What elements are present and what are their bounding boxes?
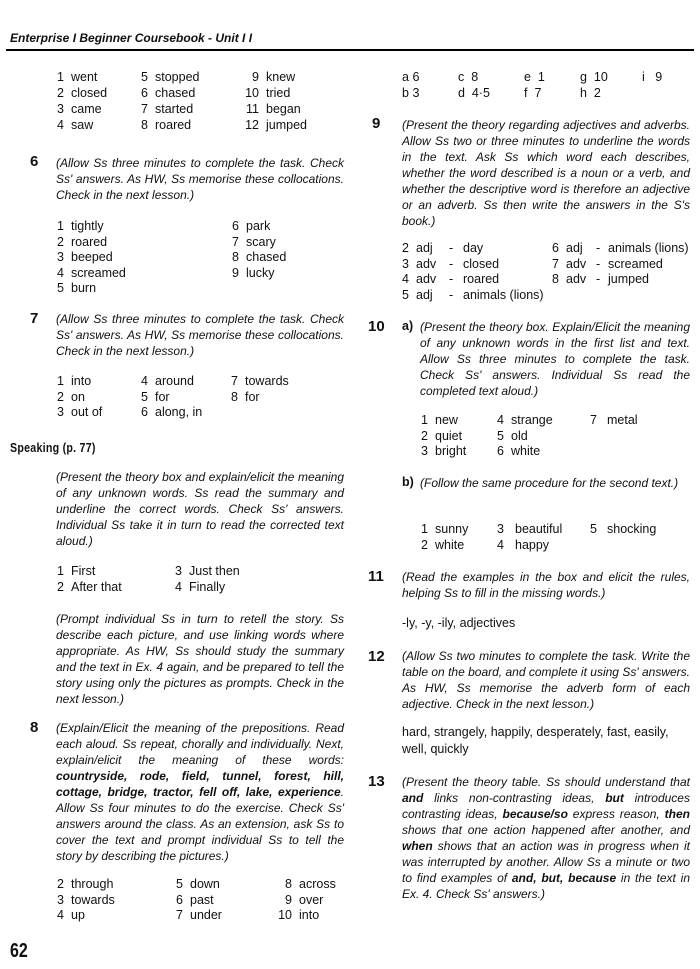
list-item: 3 adv - closed xyxy=(402,256,500,271)
list-item: 2 adj - day xyxy=(402,241,484,255)
exercise-10b-instructions: (Follow the same procedure for the second text.) xyxy=(420,476,679,490)
list-item: 1 tightly xyxy=(57,219,104,233)
grid-item: c 8 xyxy=(458,70,479,84)
exercise-12-instructions: (Allow Ss two minutes to complete the task. Write the table on the board, and complete it using Ss' answers. As HW, Ss memorise the adverb form of each adjective. Check in the next lesson.) xyxy=(402,649,690,711)
part-a-label: a) xyxy=(402,319,414,333)
list-item: 8 roared xyxy=(141,118,192,132)
exercise-11-instructions: (Read the examples in the box and elicit the rules, helping Ss to fill in the missing words.) xyxy=(402,570,690,600)
list-item: 6 adj - animals (lions) xyxy=(552,241,689,255)
list-item: 6 chased xyxy=(141,86,196,100)
list-item: 1 into xyxy=(57,374,92,388)
exercise-12-answer: hard, strangely, happily, desperately, fast, easily, well, quickly xyxy=(402,725,669,756)
list-item: 1 First xyxy=(57,564,96,578)
list-item: 2 white xyxy=(421,537,465,552)
list-item: 3 beeped xyxy=(57,250,113,265)
exercise-9-instructions: (Present the theory regarding adjectives and adverbs. Allow Ss two or three minutes to underline the words in the text. Ask Ss which word each describes, whether the word described is a noun or a verb, and whether the descriptive word is therefore an adjective or an adverb. Ss then write the answers in the S's book.) xyxy=(402,118,690,228)
section-heading-speaking: Speaking (p. 77) xyxy=(10,440,96,455)
list-item: 5 burn xyxy=(57,281,97,296)
exercise-number: 9 xyxy=(372,115,381,132)
page-number: 62 xyxy=(10,940,28,962)
list-item: 8 chased xyxy=(232,250,287,265)
exercise-number: 6 xyxy=(30,153,39,170)
exercise-11-answer: -ly, -y, -ily, adjectives xyxy=(402,616,516,630)
list-item: 5 shocking xyxy=(590,522,657,536)
exercise-8-instructions: (Explain/Elicit the meaning of the prepositions. Read each aloud. Ss repeat, chorally and individually. Next, explain/elicit the meaning of these words: countryside, rode, field, tunnel, forest, hill, cottage, bridge, tractor, fell off, lake, experience. Allow Ss four minutes to do the exercise. Check Ss' answers around the class. As an extension, ask Ss to cover the text and prompt individual Ss to tell the story by describing the pictures.) xyxy=(56,721,344,863)
speaking-retell-instructions: (Prompt individual Ss in turn to retell the story. Ss describe each picture, and use linking words where appropriate. As HW, Ss should study the summary and the text in Ex. 4 again, and be prepared to tell the story using only the pictures as prompts. Check in the next lesson.) xyxy=(56,612,344,706)
exercise-7-instructions: (Allow Ss three minutes to complete the task. Check Ss' answers. As HW, Ss memorise these collocations. Check in the next lesson.) xyxy=(56,312,344,358)
grid-item: f 7 xyxy=(524,86,542,100)
list-item: 2 through xyxy=(57,877,114,891)
list-item: 7 adv - screamed xyxy=(552,256,663,271)
list-item: 9 over xyxy=(285,892,324,907)
list-item: 4 up xyxy=(57,908,85,923)
list-item: 5 down xyxy=(176,877,220,891)
list-item: 4 happy xyxy=(497,537,550,552)
list-item: 10 into xyxy=(278,908,320,923)
exercise-number: 7 xyxy=(30,310,39,327)
list-item: 9 knew xyxy=(252,70,296,84)
list-item: 7 under xyxy=(176,908,222,923)
list-item: 4 Finally xyxy=(175,579,226,594)
list-item: 3 towards xyxy=(57,892,115,907)
list-item: 7 metal xyxy=(590,413,638,427)
grid-item: a 6 xyxy=(402,70,420,84)
list-item: 4 strange xyxy=(497,413,553,427)
list-item: 3 beautiful xyxy=(497,522,563,536)
exercise-number: 11 xyxy=(368,568,384,585)
list-item: 2 After that xyxy=(57,579,122,594)
list-item: 7 started xyxy=(141,102,194,116)
list-item: 4 around xyxy=(141,374,194,388)
exercise-number: 8 xyxy=(30,719,39,736)
list-item: 2 quiet xyxy=(421,428,463,443)
list-item: 1 new xyxy=(421,413,458,427)
grid-item: d 4·5 xyxy=(458,86,490,100)
exercise-13-instructions: (Present the theory table. Ss should understand that and links non-contrasting ideas, but introduces contrasting ideas, because/so express reason, then shows that one action happened after another, and when shows that an action was in progress when it was interrupted by another. Allow Ss a minute or two to find examples of and, but, because in the text in Ex. 4. Check Ss' answers.) xyxy=(402,775,691,901)
list-item: 2 on xyxy=(57,389,85,404)
list-item: 5 old xyxy=(497,428,528,443)
exercise-number: 10 xyxy=(368,318,385,335)
running-header: Enterprise I Beginner Coursebook - Unit I I xyxy=(10,31,253,45)
list-item: 5 stopped xyxy=(141,70,200,84)
exercise-10a-instructions: (Present the theory box. Explain/Elicit the meaning of any unknown words in the first list and text. Allow Ss three minutes to complete the task. Check Ss' answers. Individual Ss read the completed text aloud.) xyxy=(420,320,690,398)
list-item: 1 went xyxy=(57,70,98,84)
list-item: 2 roared xyxy=(57,234,108,249)
header-rule xyxy=(6,49,694,51)
grid-item: e 1 xyxy=(524,70,545,84)
list-item: 4 saw xyxy=(57,118,94,132)
list-item: 4 screamed xyxy=(57,265,126,280)
grid-item: b 3 xyxy=(402,86,420,100)
list-item: 6 along, in xyxy=(141,405,203,420)
list-item: 7 scary xyxy=(232,234,276,249)
list-item: 10 tried xyxy=(245,86,291,100)
list-item: 9 lucky xyxy=(232,265,275,280)
list-item: 6 white xyxy=(497,444,541,459)
list-item: 3 out of xyxy=(57,405,103,420)
grid-item: i 9 xyxy=(642,70,663,84)
list-item: 12 jumped xyxy=(245,118,307,132)
list-item: 3 came xyxy=(57,102,102,116)
part-b-label: b) xyxy=(402,475,414,489)
list-item: 2 closed xyxy=(57,86,108,100)
list-item: 7 towards xyxy=(231,374,289,388)
list-item: 5 for xyxy=(141,389,170,404)
exercise-number: 12 xyxy=(368,648,385,665)
exercise-6-instructions: (Allow Ss three minutes to complete the task. Check Ss' answers. As HW, Ss memorise these collocations. Check in the next lesson.) xyxy=(56,156,344,202)
grid-item: h 2 xyxy=(580,86,601,100)
list-item: 11 began xyxy=(246,102,301,116)
list-item: 3 bright xyxy=(421,444,467,459)
list-item: 8 adv - jumped xyxy=(552,272,649,287)
list-item: 6 park xyxy=(232,219,271,233)
list-item: 4 adv - roared xyxy=(402,272,500,287)
list-item: 8 for xyxy=(231,389,260,404)
exercise-number: 13 xyxy=(368,773,385,790)
list-item: 8 across xyxy=(285,877,336,891)
grid-item: g 10 xyxy=(580,70,608,84)
list-item: 1 sunny xyxy=(421,522,469,536)
list-item: 5 adj - animals (lions) xyxy=(402,287,544,302)
list-item: 3 Just then xyxy=(175,564,240,578)
vocabulary-words: countryside, rode, field, tunnel, forest, hill, cottage, bridge, tractor, fell off, lake, experience xyxy=(56,769,344,799)
speaking-instructions: (Present the theory box and explain/elicit the meaning of any unknown words. Ss read the summary and underline the correct words. Check Ss' answers. Individual Ss take it in turn to read the corrected text aloud.) xyxy=(56,470,344,548)
list-item: 6 past xyxy=(176,892,214,907)
